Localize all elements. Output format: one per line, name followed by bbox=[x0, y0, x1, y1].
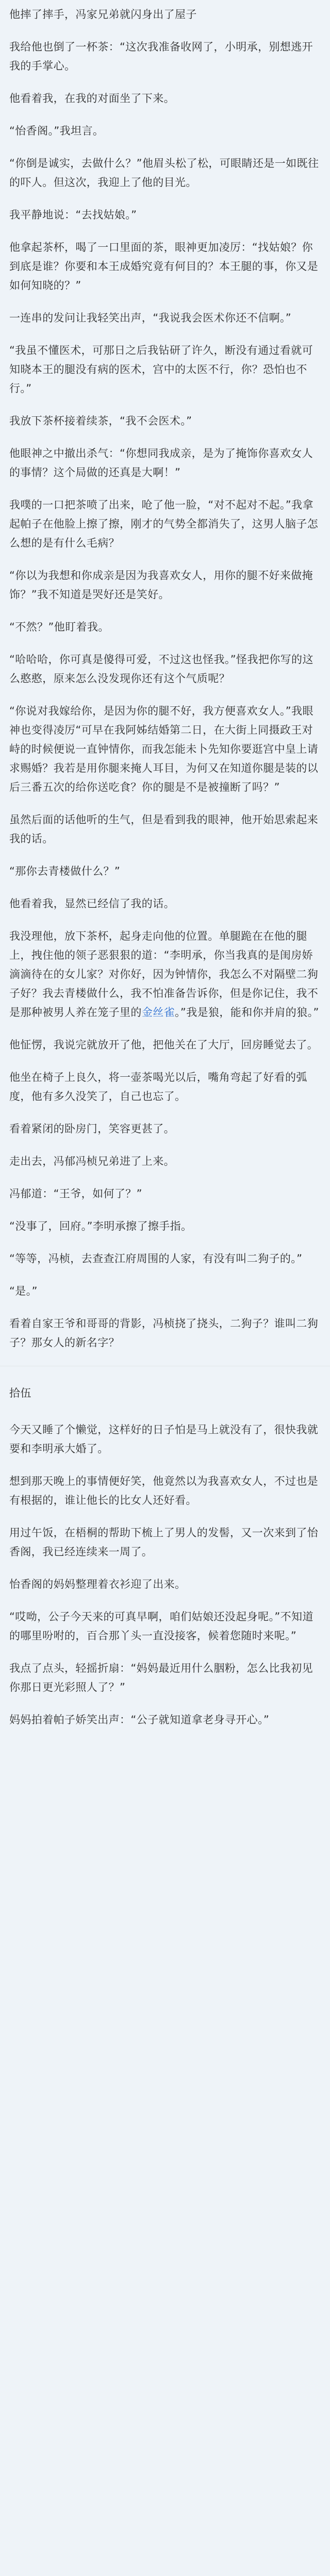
paragraph: 我平静地说：“去找姑娘。” bbox=[9, 209, 137, 221]
paragraph: “怡香阁。”我坦言。 bbox=[9, 125, 104, 137]
paragraph: “哈哈哈，你可真是傻得可爱，不过这也怪我。”怪我把你写的这么憨憨，原来怎么没发现你还有这个气质呢？ bbox=[9, 653, 314, 685]
paragraph: 我给他也倒了一杯茶：“这次我准备收网了，小明承，别想逃开我的手掌心。 bbox=[9, 41, 314, 72]
paragraph: 他眼神之中撤出杀气：“你想同我成亲，是为了掩饰你喜欢女人的事情？这个局做的还真是大啊！” bbox=[9, 447, 314, 479]
paragraph: 他看着我，在我的对面坐了下来。 bbox=[9, 92, 175, 105]
paragraph: 我点了点头，轻摇折扇：“妈妈最近用什么胭粉，怎么比我初见你那日更光彩照人了？” bbox=[9, 1662, 314, 1693]
paragraph: “你倒是诚实，去做什么？”他眉头松了松，可眼睛还是一如既往的吓人。但这次，我迎上了他的目光。 bbox=[9, 157, 319, 189]
paragraph-text: 我没理他，放下茶杯，起身走向他的位置。单腿跪在在他的腿上，拽住他的领子恶狠狠的道：“李明承，你当我真的是闺房娇滴滴待在的女儿家？对你好，因为钟情你，我怎么不对隔壁二狗子好？我去青楼做什么，我不怕准备告诉你，但是你记住，我不是那种被男人养在笼子里的 bbox=[9, 930, 319, 1019]
paragraph: 想到那天晚上的事情便好笑，他竟然以为我喜欢女人，不过也是有根据的，谁让他长的比女人还好看。 bbox=[9, 1475, 319, 1506]
paragraph: 一连串的发问让我轻笑出声，“我说我会医术你还不信啊。” bbox=[9, 312, 292, 324]
paragraph: 我放下茶杯接着续茶，“我不会医术。” bbox=[9, 415, 192, 427]
paragraph: 他坐在椅子上良久，将一壶茶喝光以后，嘴角弯起了好看的弧度，他有多久没笑了，自己也忘了。 bbox=[9, 1071, 307, 1103]
paragraph: 冯郁道：“王爷，如何了？” bbox=[9, 1188, 142, 1200]
paragraph: 妈妈拍着帕子娇笑出声：“公子就知道拿老身寻开心。” bbox=[9, 1714, 270, 1726]
chapter-two bbox=[9, 1384, 321, 1730]
paragraph: “是。” bbox=[9, 1285, 38, 1297]
paragraph: “你以为我想和你成亲是因为我喜欢女人，用你的腿不好来做掩饰？”我不知道是哭好还是笑好。 bbox=[9, 569, 314, 601]
paragraph: “我虽不懂医术，可那日之后我钻研了许久，断没有通过看就可知晓本王的腿没有病的医术，宫中的太医不行，你？恐怕也不行。” bbox=[9, 344, 314, 395]
chapter-title: 拾伍 bbox=[9, 1387, 31, 1399]
keyword-link[interactable]: 金丝雀 bbox=[141, 1006, 175, 1019]
paragraph: 虽然后面的话他听的生气，但是看到我的眼神，他开始思索起来我的话。 bbox=[9, 814, 319, 845]
paragraph: “你说对我嫁给你，是因为你的腿不好，我方便喜欢女人。”我眼神也变得凌厉“可早在我阿姊结婚第二日，在大街上同摄政王对峙的时候便说一直钟情你，而我怎能未卜先知你要逛宫中皇上请求赐婚？我若是用你腿来掩人耳目，为何又在知道你腿是装的以后三番五次的给你送吃食？你的腿是不是被撞断了吗？” bbox=[9, 705, 319, 793]
paragraph: 他拿起茶杯，喝了一口里面的茶，眼神更加凌厉：“找姑娘？你到底是谁？你要和本王成婚究竟有何目的？本王腿的事，你又是如何知晓的？” bbox=[9, 241, 319, 292]
paragraph: 看着紧闭的卧房门，笑容更甚了。 bbox=[9, 1123, 175, 1135]
paragraph: “等等，冯桢，去查查江府周围的人家，有没有叫二狗子的。” bbox=[9, 1252, 303, 1265]
paragraph-text: 。”我是狼，能和你并肩的狼。” bbox=[175, 1006, 319, 1019]
paragraph: 走出去，冯郁冯桢兄弟进了上来。 bbox=[9, 1155, 175, 1167]
paragraph: “不然？”他盯着我。 bbox=[9, 621, 109, 633]
paragraph: 我噗的一口把茶喷了出来，呛了他一脸，“对不起对不起。”我拿起帕子在他脸上擦了擦，刚才的气势全都消失了，这男人脑子怎么想的是有什么毛病？ bbox=[9, 499, 319, 549]
paragraph: 看着自家王爷和哥哥的背影，冯桢挠了挠头，二狗子？谁叫二狗子？那女人的新名字？ bbox=[9, 1317, 319, 1349]
paragraph: 今天又睡了个懒觉，这样好的日子怕是马上就没有了，很快我就要和李明承大婚了。 bbox=[9, 1423, 319, 1455]
paragraph: 他看着我，显然已经信了我的话。 bbox=[9, 897, 175, 910]
paragraph-with-link bbox=[9, 927, 321, 1022]
paragraph: “哎呦，公子今天来的可真早啊，咱们姑娘还没起身呢。”不知道的哪里吩咐的，百合那丫头一直没接客，候着您随时来呢。” bbox=[9, 1611, 314, 1642]
paragraph: 用过午饭，在梧桐的帮助下梳上了男人的发髻，又一次来到了怡香阁，我已经连续来一周了。 bbox=[9, 1527, 319, 1558]
paragraph: “没事了，回府。”李明承擦了擦手指。 bbox=[9, 1220, 192, 1232]
paragraph: 他摔了摔手，冯家兄弟就闪身出了屋子 bbox=[9, 8, 197, 21]
paragraph: 怡香阁的妈妈整理着衣衫迎了出来。 bbox=[9, 1578, 186, 1590]
chapter-one bbox=[9, 5, 321, 1352]
paragraph: 他怔愣，我说完就放开了他，把他关在了大厅，回房睡觉去了。 bbox=[9, 1039, 319, 1051]
paragraph: “那你去青楼做什么？” bbox=[9, 865, 121, 877]
